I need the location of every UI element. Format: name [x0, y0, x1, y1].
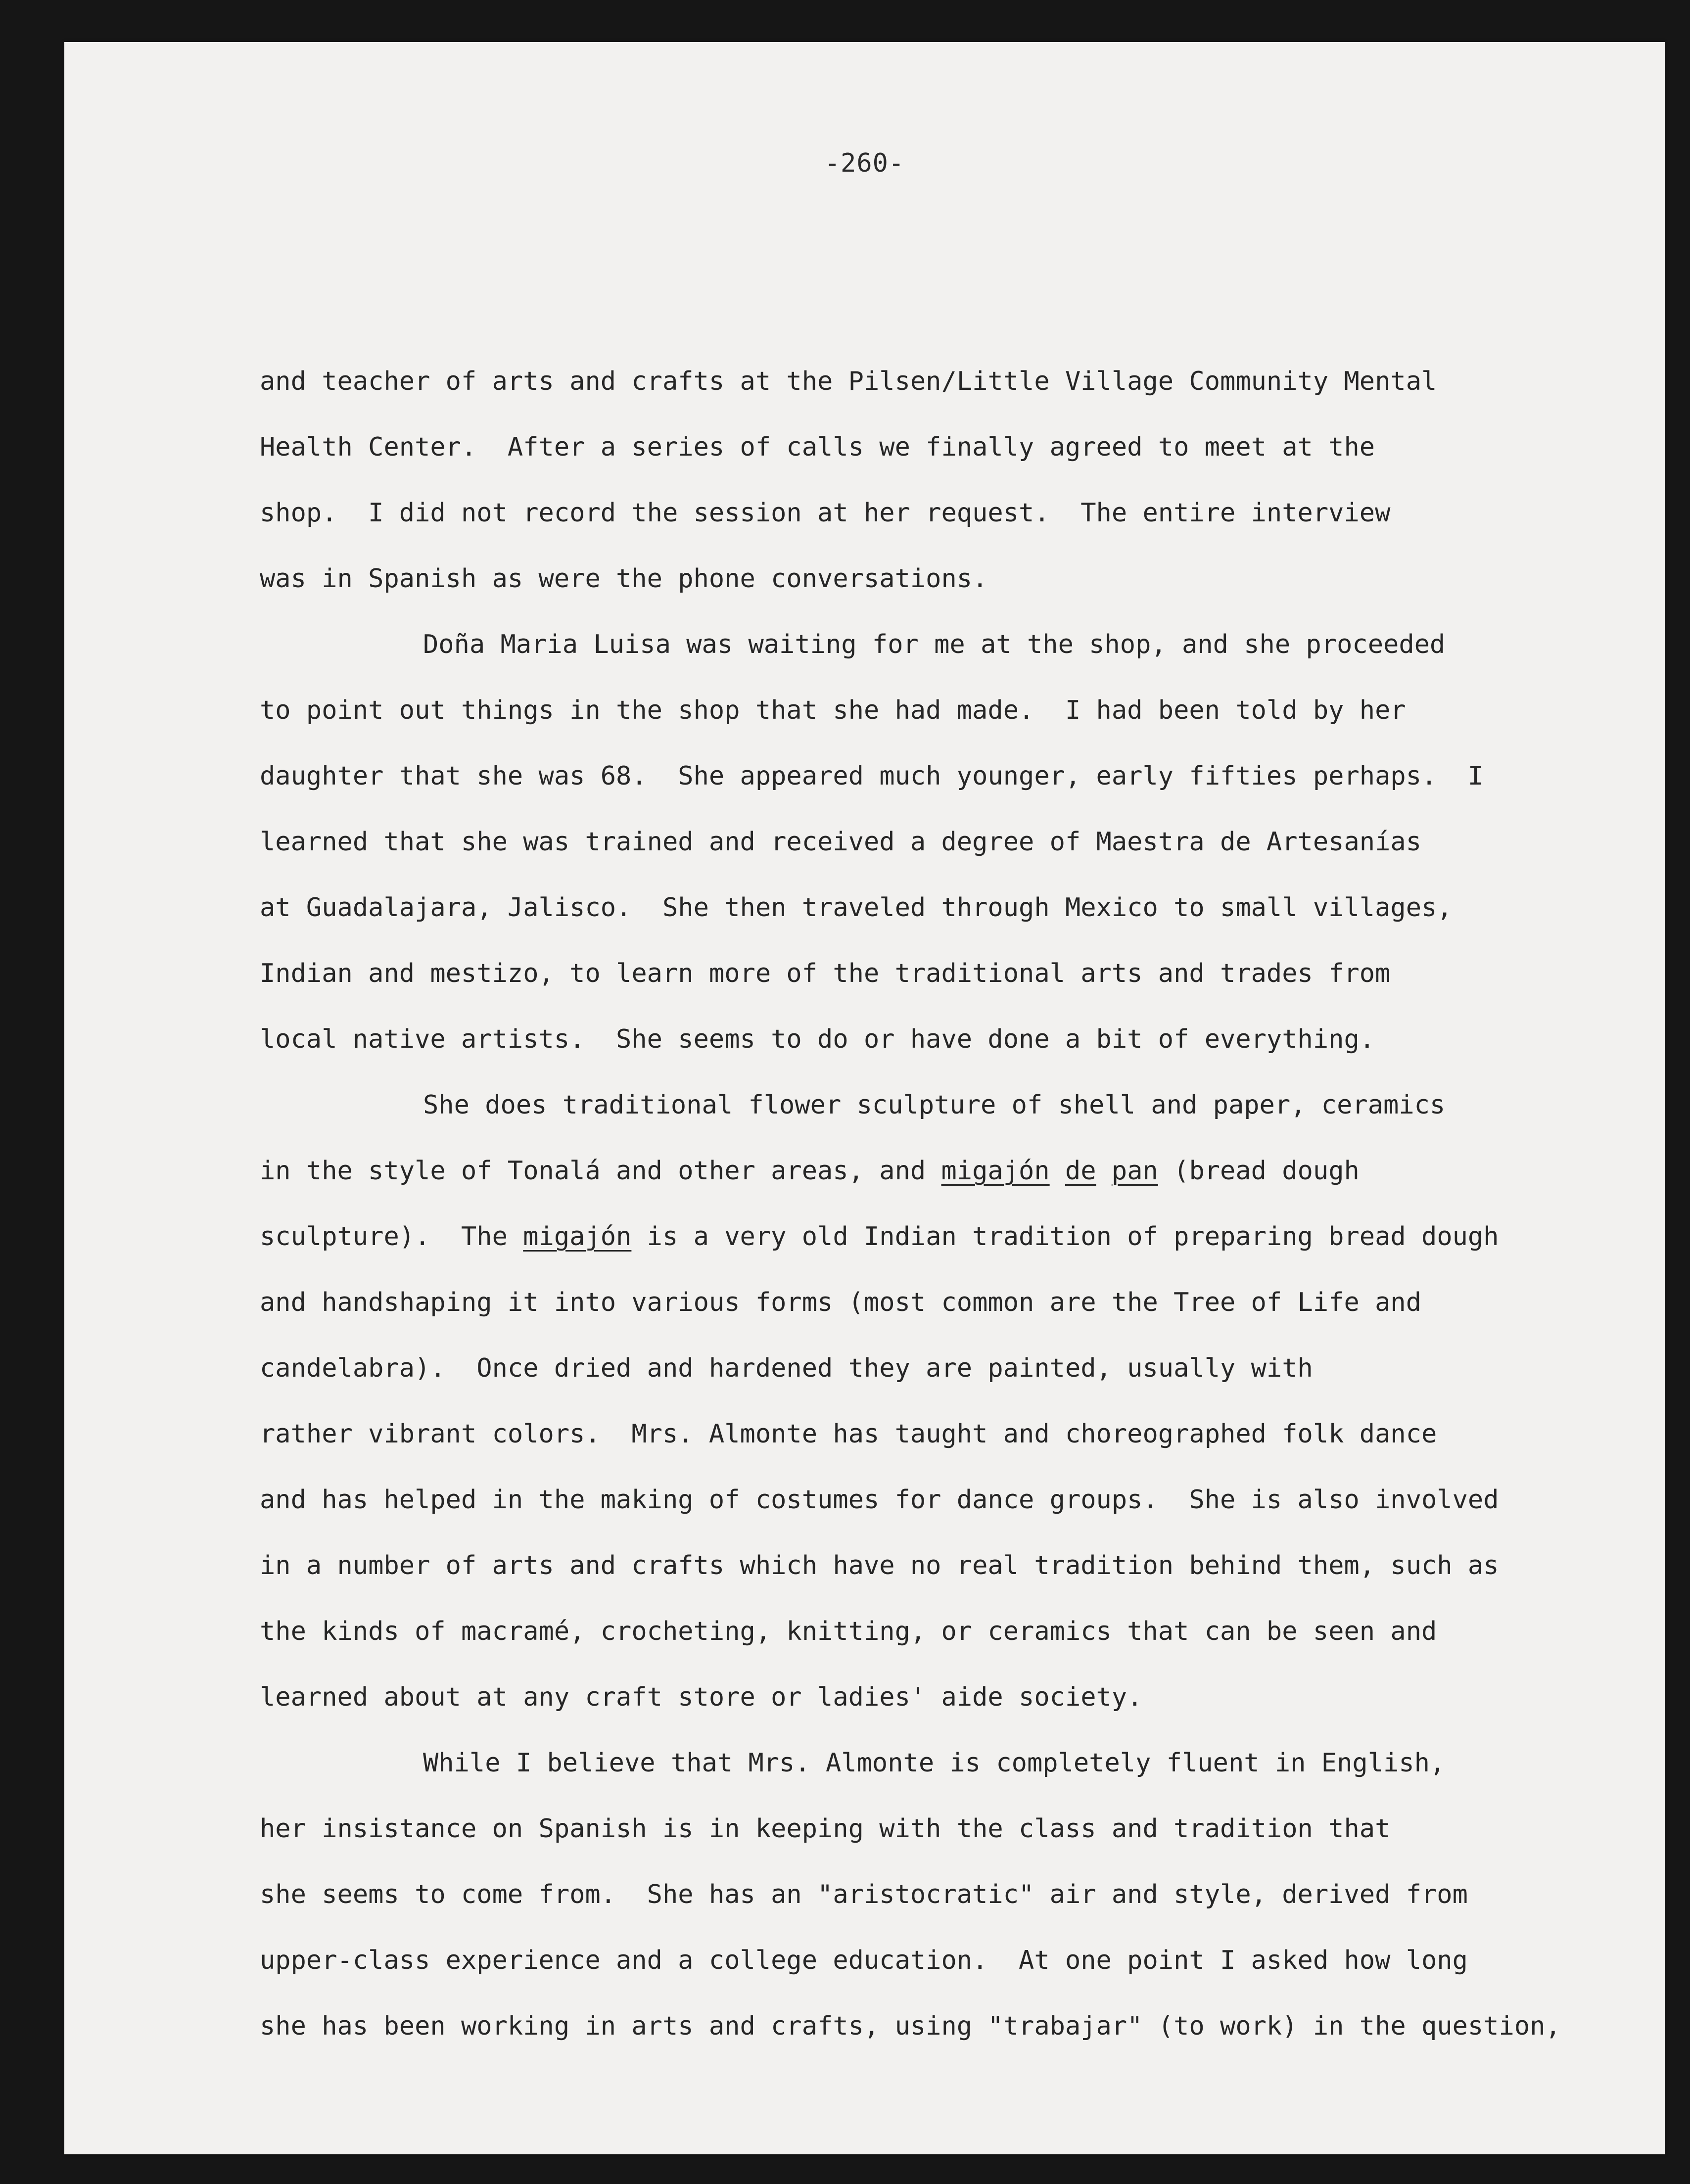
text-fragment: in the style of Tonalá and other areas, and — [260, 1156, 941, 1186]
text-line: she seems to come from. She has an "aristocratic" air and style, derived from — [260, 1880, 1468, 1909]
text-fragment: (bread dough — [1158, 1156, 1360, 1186]
text-line: and has helped in the making of costumes for dance groups. She is also involved — [260, 1485, 1499, 1515]
text-line: to point out things in the shop that she had made. I had been told by her — [260, 696, 1406, 725]
text-fragment: sculpture). The — [260, 1222, 523, 1252]
text-line: she has been working in arts and crafts, using "trabajar" (to work) in the question, — [260, 2011, 1561, 2041]
text-fragment: is a very old Indian tradition of preparing bread dough — [631, 1222, 1499, 1252]
body-text — [260, 349, 1645, 2059]
text-fragment — [1096, 1156, 1112, 1186]
text-line: at Guadalajara, Jalisco. She then traveled through Mexico to small villages, — [260, 893, 1453, 923]
text-line: local native artists. She seems to do or have done a bit of everything. — [260, 1024, 1375, 1054]
underlined-term: de — [1065, 1156, 1096, 1186]
text-line: upper-class experience and a college education. At one point I asked how long — [260, 1946, 1468, 1975]
paragraph-start-line: She does traditional flower sculpture of shell and paper, ceramics — [423, 1090, 1446, 1120]
text-line: learned that she was trained and received a degree of Maestra de Artesanías — [260, 827, 1421, 857]
paragraph-start-line: While I believe that Mrs. Almonte is completely fluent in English, — [423, 1748, 1446, 1778]
text-line: the kinds of macramé, crocheting, knitting, or ceramics that can be seen and — [260, 1617, 1437, 1646]
typewritten-page — [64, 42, 1665, 2154]
text-line: candelabra). Once dried and hardened they are painted, usually with — [260, 1353, 1313, 1383]
text-line: was in Spanish as were the phone conversations. — [260, 564, 988, 594]
text-line — [260, 1138, 1645, 1204]
text-line: Indian and mestizo, to learn more of the traditional arts and trades from — [260, 959, 1391, 988]
text-line: her insistance on Spanish is in keeping with the class and tradition that — [260, 1814, 1391, 1844]
text-line: learned about at any craft store or ladies' aide society. — [260, 1682, 1143, 1712]
text-line: shop. I did not record the session at her request. The entire interview — [260, 498, 1391, 528]
paragraph-start-line: Doña Maria Luisa was waiting for me at the shop, and she proceeded — [423, 630, 1446, 659]
text-line: and teacher of arts and crafts at the Pilsen/Little Village Community Mental — [260, 367, 1437, 396]
underlined-term: migajón — [523, 1222, 632, 1252]
text-line: Health Center. After a series of calls we finally agreed to meet at the — [260, 432, 1375, 462]
text-line: daughter that she was 68. She appeared much younger, early fifties perhaps. I — [260, 761, 1484, 791]
text-line: in a number of arts and crafts which have no real tradition behind them, such as — [260, 1551, 1499, 1580]
text-line: and handshaping it into various forms (most common are the Tree of Life and — [260, 1288, 1421, 1317]
underlined-term: migajón — [941, 1156, 1050, 1186]
text-fragment — [1050, 1156, 1065, 1186]
underlined-term: pan — [1111, 1156, 1158, 1186]
text-line: rather vibrant colors. Mrs. Almonte has taught and choreographed folk dance — [260, 1419, 1437, 1449]
page-number: -260- — [824, 148, 905, 178]
text-line — [260, 1204, 1645, 1270]
